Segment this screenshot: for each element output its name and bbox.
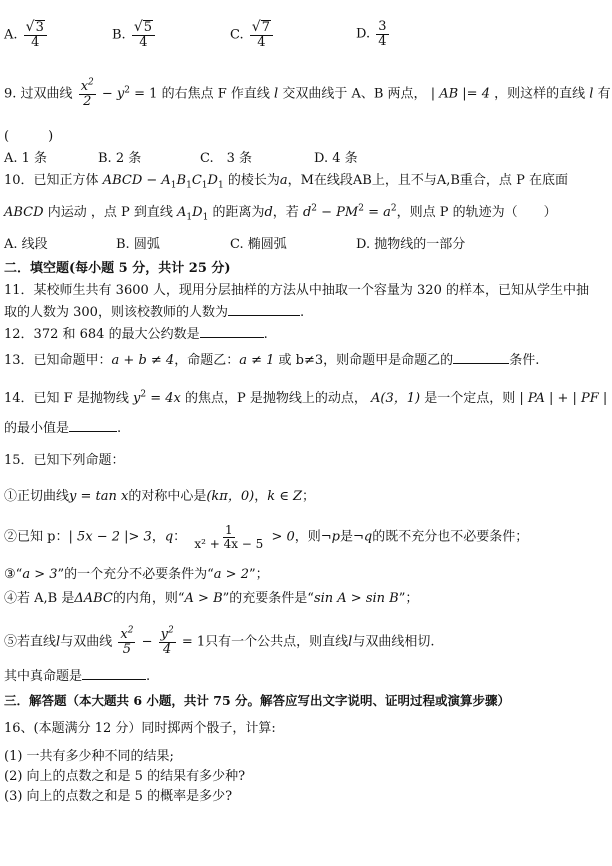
q15-answer-blank[interactable]	[82, 679, 146, 680]
q8-option-d: D. $\frac{3}{4}$	[356, 19, 387, 49]
q11-answer-blank[interactable]	[228, 315, 300, 316]
q16-part-1: (1) 一共有多少种不同的结果;	[4, 749, 174, 764]
section-3-heading: 三．解答题（本大题共 6 小题，共计 75 分。解答应写出文字说明、证明过程或演算步骤）	[4, 693, 511, 708]
q11-line1: 11．某校师生共有 3600 人，现用分层抽样的方法从中抽取一个容量为 320 的样本，已知从学生中抽	[4, 283, 589, 298]
q12-answer-blank[interactable]	[200, 337, 264, 338]
q13-answer-blank[interactable]	[453, 363, 509, 364]
q14-line1: 14．已知 F 是抛物线 $y^2 = 4x$ 的焦点，P 是抛物线上的动点， A(3，1) 是一个定点，则 | PA | + | PF |	[4, 389, 608, 406]
q15-proposition-3: ③“a > 3”的一个充分不必要条件为“a > 2”；	[4, 567, 269, 582]
q14-answer-blank[interactable]	[69, 431, 117, 432]
q9-option-c: C. 3 条	[200, 151, 253, 166]
q8-option-b: B. √ 5 4	[112, 20, 157, 50]
q16-stem: 16、(本题满分 12 分）同时掷两个骰子，计算:	[4, 721, 276, 736]
q12: 12．372 和 684 的最大公约数是 .	[4, 327, 268, 342]
q15-proposition-5: ⑤若直线l与双曲线 $\frac{x^2}{5}$ − $\frac{y^2}{4}$ = 1只有一个公共点，则直线l与双曲线相切.	[4, 625, 435, 657]
q10-option-a: A. 线段	[4, 237, 48, 252]
q8-option-c: C. √ 7 4	[230, 20, 275, 50]
q8-option-a: A. √ 3 4	[4, 20, 49, 50]
q10-option-c: C. 椭圆弧	[230, 237, 287, 252]
q13: 13．已知命题甲：a + b ≠ 4，命题乙：a ≠ 1 或 b≠3，则命题甲是命题乙的 条件.	[4, 353, 540, 368]
q9-option-b: B. 2 条	[98, 151, 142, 166]
q15-intro: 15．已知下列命题：	[4, 453, 125, 468]
q15-proposition-2: ②已知 p：| 5x − 2 |> 3，q： $\frac{1}{\text{x² + 4x − 5}}$ > 0，则¬p是¬q的既不充分也不必要条件；	[4, 523, 529, 551]
q10-option-d: D. 抛物线的一部分	[356, 237, 466, 252]
q16-part-3: (3) 向上的点数之和是 5 的概率是多少?	[4, 789, 233, 804]
q10-stem-line2: ABCD 内运动 ，点 P 到直线 $A_1D_1$ 的距离为d，若 $d^2 - PM^2 = a^2$，则点 P 的轨迹为（ ）	[4, 203, 557, 223]
q9-stem: 9. 过双曲线 $\frac{x^2}{2}$ − $y^2 = 1$ 的右焦点 F 作直线 l 交双曲线于 A、B 两点， | AB |= 4 ，则这样的直线 l 有	[4, 77, 611, 109]
q16-part-2: (2) 向上的点数之和是 5 的结果有多少种?	[4, 769, 246, 784]
q10-option-b: B. 圆弧	[116, 237, 160, 252]
q15-proposition-4: ④若 A,B 是ΔABC的内角，则“A > B”的充要条件是“sin A > sin B”；	[4, 591, 419, 606]
q15-proposition-1: ①正切曲线y = tan x的对称中心是(kπ，0)，k ∈ Z；	[4, 489, 316, 504]
q9-option-d: D. 4 条	[314, 151, 358, 166]
section-2-heading: 二．填空题(每小题 5 分，共计 25 分)	[4, 261, 231, 276]
q11-line2: 取的人数为 300，则该校教师的人数为 .	[4, 305, 305, 320]
q14-line2: 的最小值是 .	[4, 421, 122, 436]
q9-answer-paren: ( )	[4, 129, 54, 144]
q10-stem-line1: 10．已知正方体 ABCD − $A_1B_1C_1D_1$ 的棱长为a，M在线段AB上，且不与A,B重合，点 P 在底面	[4, 173, 568, 191]
q15-true-propositions: 其中真命题是 .	[4, 669, 151, 684]
q9-option-a: A. 1 条	[4, 151, 48, 166]
